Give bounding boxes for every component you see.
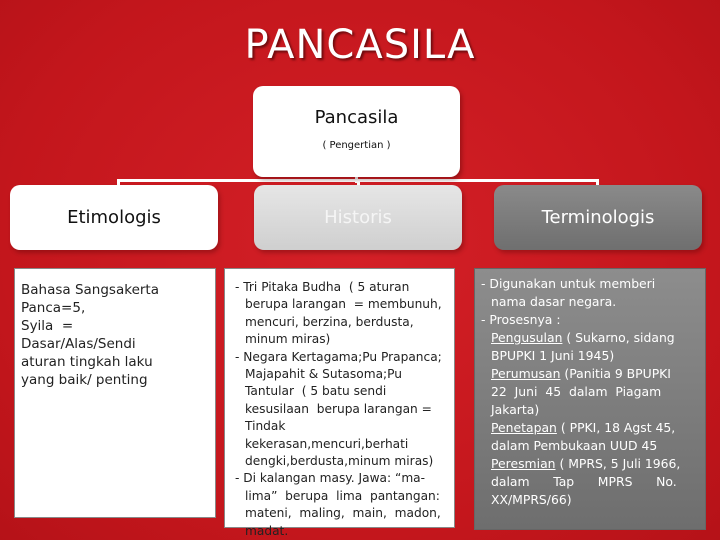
etimologis-line: yang baik/ penting	[21, 372, 148, 388]
historis-line: - Negara Kertagama;Pu Prapanca;	[235, 349, 442, 364]
historis-line: dengki,berdusta,minum miras)	[245, 454, 434, 469]
historis-line: madat.	[245, 523, 289, 538]
terminologis-line: XX/MPRS/66)	[491, 492, 572, 507]
terminologis-line: Jakarta)	[491, 402, 540, 417]
step-pengusulan-detail: ( Sukarno, sidang	[562, 330, 675, 345]
historis-line: lima” berupa lima pantangan:	[245, 488, 440, 503]
terminologis-line: 22 Juni 45 dalam Piagam	[491, 384, 662, 399]
historis-line: berupa larangan = membunuh,	[245, 297, 442, 312]
category-etimologis-label: Etimologis	[67, 207, 161, 228]
root-node-subtitle: ( Pengertian )	[322, 139, 391, 151]
historis-line: kesusilaan berupa larangan =	[245, 401, 432, 416]
historis-line: Tantular ( 5 batu sendi	[245, 384, 387, 399]
terminologis-line	[481, 455, 697, 473]
historis-line: minum miras)	[245, 332, 331, 347]
step-peresmian-detail: ( MPRS, 5 Juli 1966,	[555, 456, 681, 471]
terminologis-line: BPUPKI 1 Juni 1945)	[491, 348, 615, 363]
category-etimologis	[10, 185, 218, 250]
etimologis-line: Panca=5,	[21, 300, 86, 316]
etimologis-line: Dasar/Alas/Sendi	[21, 336, 136, 352]
terminologis-line: - Digunakan untuk memberi	[481, 276, 656, 291]
step-pengusulan: Pengusulan	[491, 330, 563, 345]
terminologis-line	[481, 419, 697, 437]
category-historis-label: Historis	[324, 207, 392, 228]
root-node	[253, 86, 460, 177]
terminologis-line: dalam Pembukaan UUD 45	[491, 438, 658, 453]
category-historis	[254, 185, 462, 250]
historis-line: mateni, maling, main, madon,	[245, 506, 441, 521]
historis-line: - Tri Pitaka Budha ( 5 aturan	[235, 280, 410, 294]
step-penetapan: Penetapan	[491, 420, 557, 435]
etimologis-line: Syila =	[21, 318, 74, 334]
slide-title: PANCASILA	[244, 22, 476, 68]
terminologis-line: dalam Tap MPRS No.	[491, 474, 677, 489]
terminologis-line: - Prosesnya :	[481, 312, 561, 327]
etimologis-content	[14, 268, 216, 518]
terminologis-content	[474, 268, 706, 530]
terminologis-line	[481, 329, 697, 347]
historis-line: - Di kalangan masy. Jawa: “ma-	[235, 471, 426, 486]
etimologis-line: aturan tingkah laku	[21, 354, 153, 370]
step-perumusan: Perumusan	[491, 366, 561, 381]
step-penetapan-detail: ( PPKI, 18 Agst 45,	[556, 420, 676, 435]
historis-content	[224, 268, 455, 538]
etimologis-line: Bahasa Sangsakerta	[21, 282, 159, 298]
step-perumusan-detail: (Panitia 9 BPUPKI	[560, 366, 671, 381]
terminologis-line	[481, 365, 697, 383]
step-peresmian: Peresmian	[491, 456, 556, 471]
historis-line: Tindak	[245, 419, 286, 434]
historis-line: kekerasan,mencuri,berhati	[245, 436, 409, 451]
historis-line: Majapahit & Sutasoma;Pu	[245, 367, 403, 382]
category-terminologis-label: Terminologis	[541, 207, 655, 228]
category-terminologis	[494, 185, 702, 250]
root-node-title: Pancasila	[314, 106, 399, 128]
historis-line: mencuri, berzina, berdusta,	[245, 314, 414, 329]
terminologis-line: nama dasar negara.	[491, 294, 617, 309]
